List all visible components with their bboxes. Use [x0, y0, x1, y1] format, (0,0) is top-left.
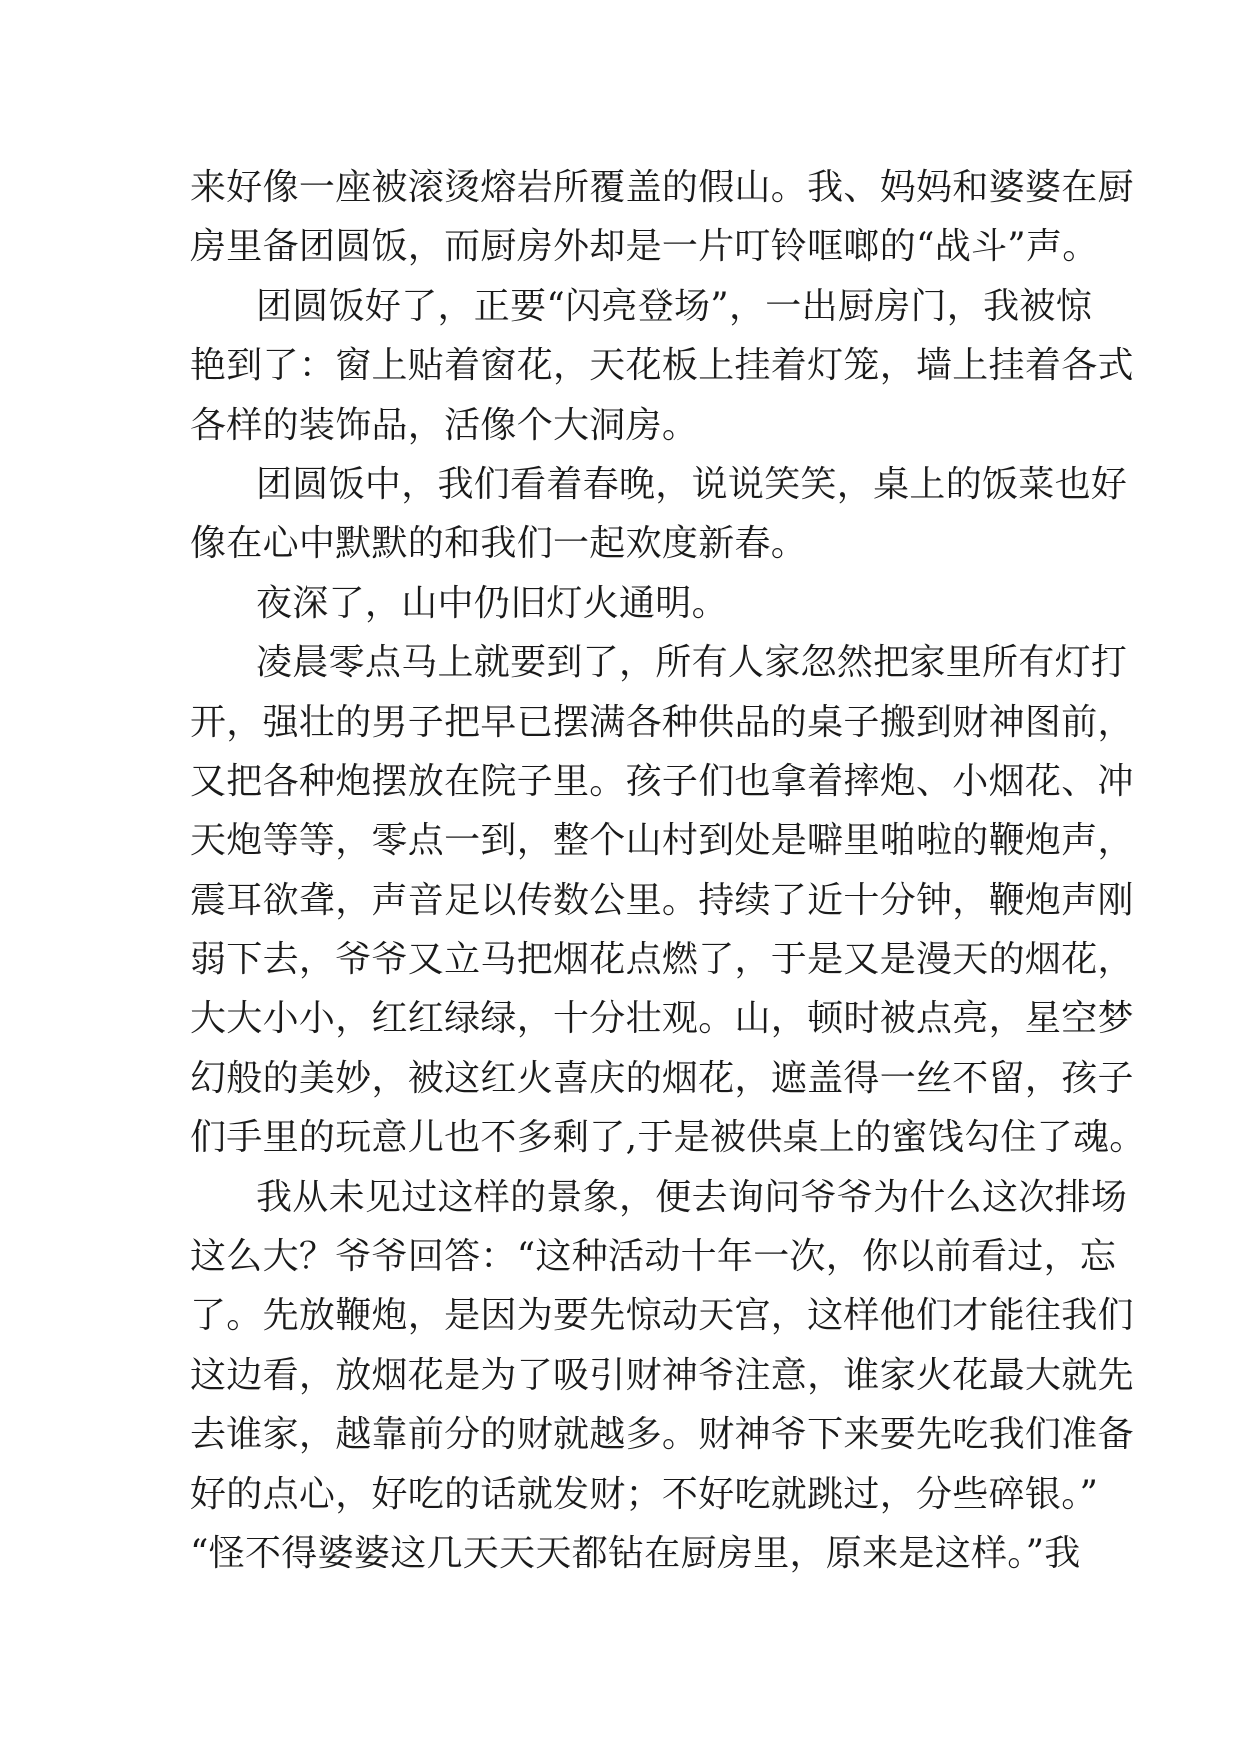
- text-line: 弱下去，爷爷又立马把烟花点燃了，于是又是漫天的烟花，: [190, 939, 1134, 981]
- text-line: 震耳欲聋，声音足以传数公里。持续了近十分钟，鞭炮声刚: [190, 879, 1134, 921]
- text-line: 各样的装饰品，活像个大洞房。: [190, 404, 699, 446]
- text-line: 好的点心，好吃的话就发财；不好吃就跳过，分些碎银。”: [190, 1473, 1099, 1515]
- text-line: 凌晨零点马上就要到了，所有人家忽然把家里所有灯打: [256, 642, 1128, 684]
- text-line: 夜深了，山中仍旧灯火通明。: [256, 582, 728, 624]
- text-line: 我从未见过这样的景象，便去询问爷爷为什么这次排场: [256, 1176, 1128, 1218]
- text-line: 又把各种炮摆放在院子里。孩子们也拿着摔炮、小烟花、冲: [190, 760, 1134, 802]
- text-line: 房里备团圆饭，而厨房外却是一片叮铃哐啷的“战斗”声。: [190, 226, 1099, 268]
- text-line: 开，强壮的男子把早已摆满各种供品的桌子搬到财神图前，: [190, 701, 1134, 743]
- text-line: 艳到了：窗上贴着窗花，天花板上挂着灯笼，墙上挂着各式: [190, 345, 1134, 387]
- text-line: 像在心中默默的和我们一起欢度新春。: [190, 523, 808, 565]
- text-line: “怪不得婆婆这几天天天都钻在厨房里，原来是这样。”我: [190, 1532, 1081, 1574]
- text-line: 大大小小，红红绿绿，十分壮观。山，顿时被点亮，星空梦: [190, 998, 1134, 1040]
- text-line: 天炮等等，零点一到，整个山村到处是噼里啪啦的鞭炮声，: [190, 820, 1134, 862]
- text-line: 去谁家，越靠前分的财就越多。财神爷下来要先吃我们准备: [190, 1414, 1134, 1456]
- text-line: 团圆饭中，我们看着春晚，说说笑笑，桌上的饭菜也好: [256, 463, 1128, 505]
- text-line: 们手里的玩意儿也不多剩了,于是被供桌上的蜜饯勾住了魂。: [190, 1117, 1146, 1159]
- text-line: 来好像一座被滚烫熔岩所覆盖的假山。我、妈妈和婆婆在厨: [190, 167, 1134, 208]
- text-line: 幻般的美妙，被这红火喜庆的烟花，遮盖得一丝不留，孩子: [190, 1057, 1134, 1099]
- text-line: 这么大？爷爷回答：“这种活动十年一次，你以前看过，忘: [190, 1236, 1117, 1278]
- text-line: 这边看，放烟花是为了吸引财神爷注意，谁家火花最大就先: [190, 1354, 1134, 1396]
- body-text: [190, 158, 1146, 1583]
- text-line: 了。先放鞭炮，是因为要先惊动天宫，这样他们才能往我们: [190, 1295, 1134, 1337]
- text-line: 团圆饭好了，正要“闪亮登场”，一出厨房门，我被惊: [256, 285, 1093, 327]
